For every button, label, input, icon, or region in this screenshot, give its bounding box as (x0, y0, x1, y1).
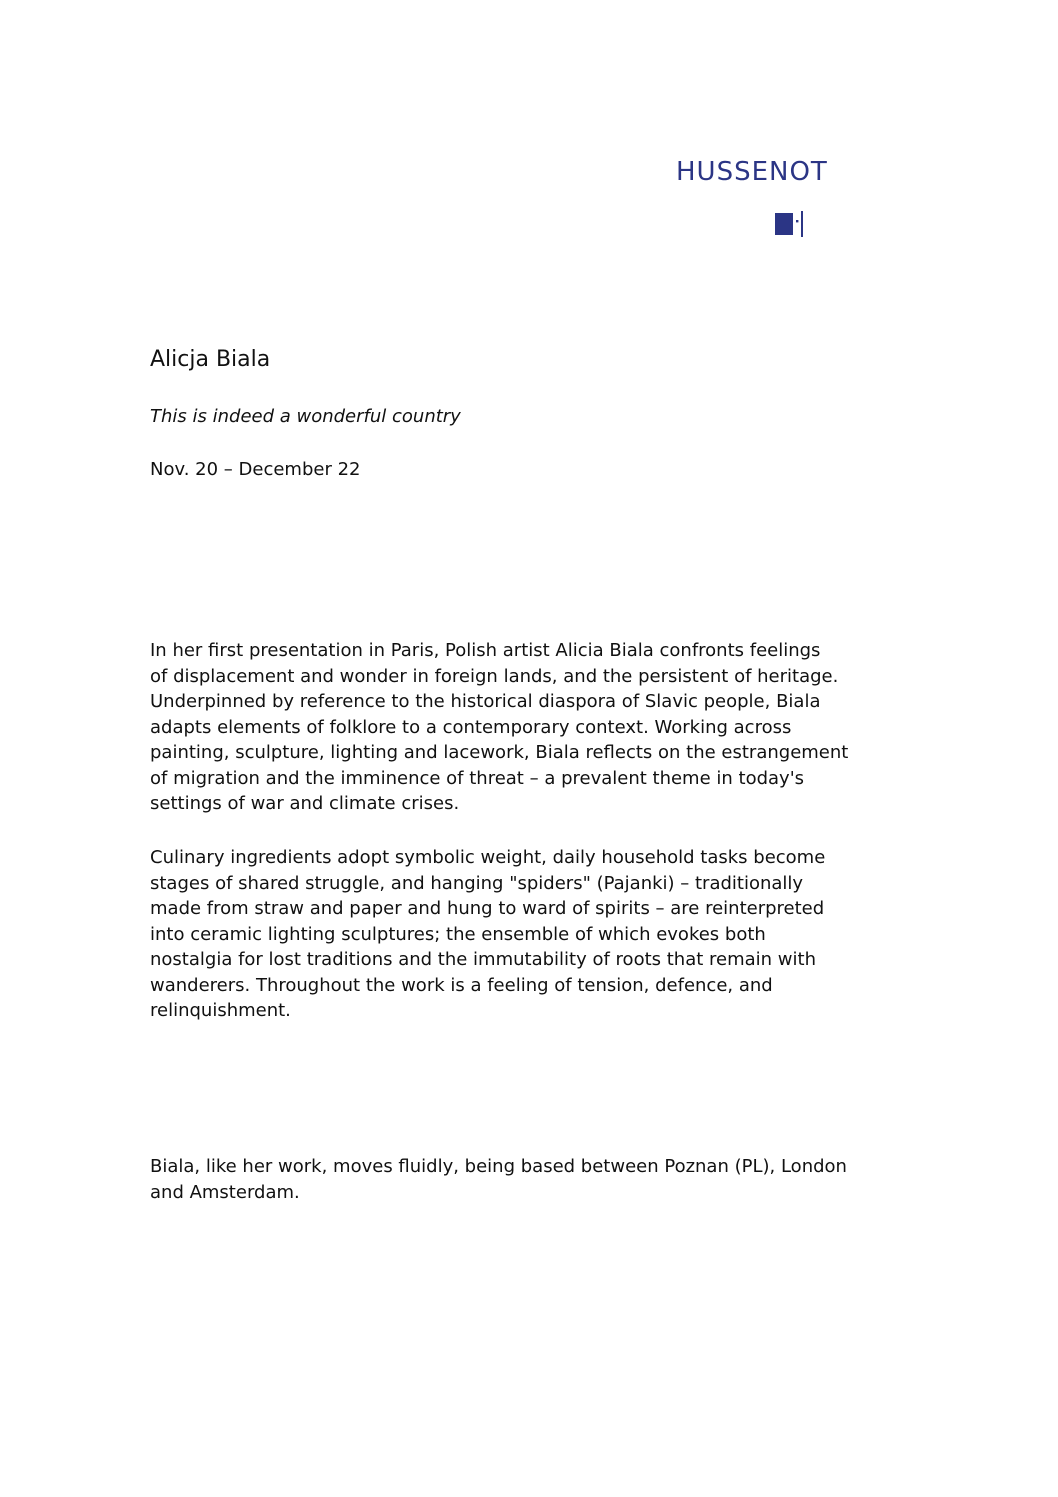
text-line: painting, sculpture, lighting and lacework, Biala reflects on the estrangement (150, 742, 849, 763)
text-line: stages of shared struggle, and hanging "spiders" (Pajanki) – traditionally (150, 872, 804, 894)
gallery-door-icon (775, 211, 807, 237)
logo-text: hussenot (676, 146, 828, 189)
text-line: relinquishment. (150, 1000, 291, 1021)
text-line: of migration and the imminence of threat – a prevalent theme in today's (150, 767, 805, 789)
text-line: Culinary ingredients adopt symbolic weight, daily household tasks become (150, 847, 826, 868)
exhibition-title: This is indeed a wonderful country (150, 406, 461, 427)
text-line: Biala, like her work, moves fluidly, being based between Poznan (PL), London (150, 1156, 847, 1177)
gallery-logo-wordmark (676, 146, 904, 190)
text-line: made from straw and paper and hung to ward of spirits – are reinterpreted (150, 898, 825, 919)
paragraph-bio (150, 1154, 930, 1205)
text-line: adapts elements of folklore to a contemporary context. Working across (150, 716, 792, 738)
paragraph-works (150, 845, 930, 1024)
text-line: settings of war and climate crises. (150, 793, 460, 814)
paragraph-intro (150, 638, 930, 817)
text-line: into ceramic lighting sculptures; the ensemble of which evokes both (150, 923, 766, 945)
text-line: In her first presentation in Paris, Polish artist Alicia Biala confronts feelings (150, 640, 821, 661)
text-line: of displacement and wonder in foreign lands, and the persistent of heritage. (150, 665, 839, 687)
text-line: Underpinned by reference to the historical diaspora of Slavic people, Biala (150, 691, 821, 712)
exhibition-dates: Nov. 20 – December 22 (150, 459, 361, 480)
text-line: nostalgia for lost traditions and the immutability of roots that remain with (150, 949, 816, 970)
text-line: wanderers. Throughout the work is a feeling of tension, defence, and (150, 974, 773, 996)
text-line: and Amsterdam. (150, 1181, 300, 1203)
artist-name: Alicja Biala (150, 347, 271, 372)
